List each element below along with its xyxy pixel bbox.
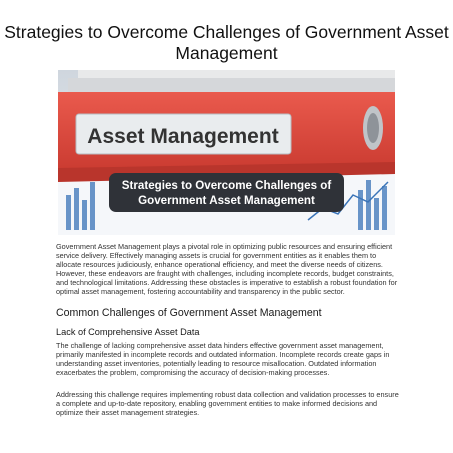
- body-paragraph-2: Addressing this challenge requires implementing robust data collection and validation processes to ensure a complete and up-to-date repository, enabling government entities to make informed decisions and optimize their asset management strategies.: [56, 390, 399, 417]
- page-title: Strategies to Overcome Challenges of Government Asset Management: [4, 22, 449, 63]
- section-heading: Common Challenges of Government Asset Management: [56, 307, 322, 319]
- intro-paragraph: Government Asset Management plays a pivotal role in optimizing public resources and ensuring efficient service delivery. Effectively managing assets is crucial for government entities as it enables them to allocate resources judiciously, enhance operational efficiency, and meet the diverse needs of citizens. However, these endeavors are fraught with challenges, including incomplete records, budget constraints, and technological limitations. Addressing these obstacles is imperative to establish a robust foundation for optimal asset management, fostering accountability and transparency in the public sector.: [56, 242, 398, 296]
- binder-label: Asset Management: [87, 125, 279, 148]
- subsection-heading: Lack of Comprehensive Asset Data: [56, 327, 200, 337]
- hero-overlay-caption: Strategies to Overcome Challenges of Government Asset Management: [109, 173, 344, 212]
- body-paragraph-1: The challenge of lacking comprehensive asset data hinders effective government asset management, primarily manifested in incomplete records and outdated information. Incomplete records create gaps in understanding asset inventories, potentially leading to resource misallocation. Outdated information exacerbates the problem, compromising the accuracy of decision-making processes.: [56, 341, 390, 377]
